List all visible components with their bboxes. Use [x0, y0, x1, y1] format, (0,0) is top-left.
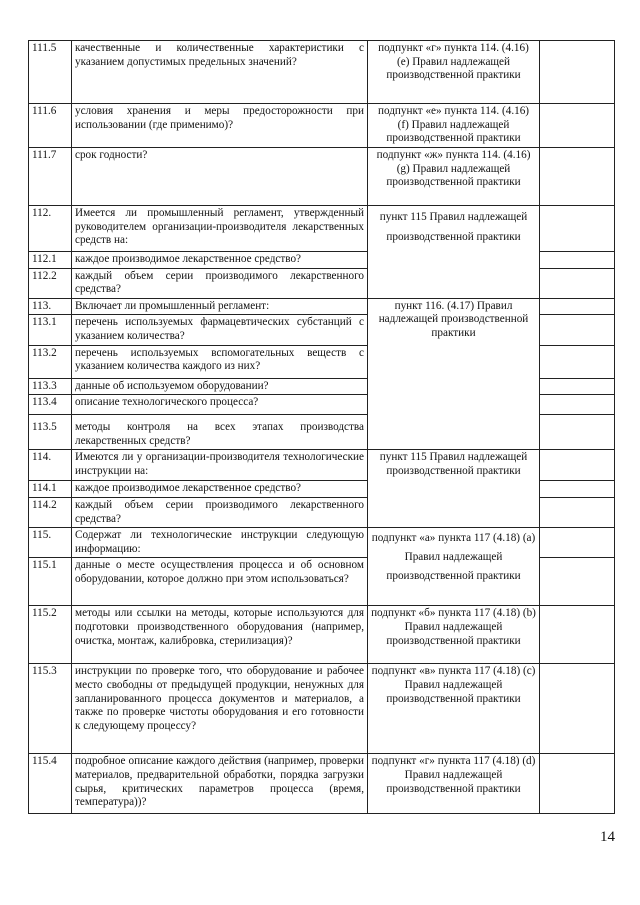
answer-cell[interactable]	[540, 497, 615, 527]
question-text: каждое производимое лекарственное средство?	[72, 252, 368, 269]
table-row	[29, 206, 615, 252]
table-row	[29, 148, 615, 206]
table-row	[29, 528, 615, 558]
question-text: каждый объем серии производимого лекарственного средства?	[72, 268, 368, 298]
question-text: условия хранения и меры предосторожности при использовании (где применимо)?	[72, 104, 368, 148]
regulation-reference: пункт 115 Правил надлежащей производственной практики	[368, 450, 540, 528]
item-number: 114.1	[29, 481, 72, 498]
table-row	[29, 754, 615, 814]
table-row	[29, 664, 615, 754]
table-row	[29, 298, 615, 315]
item-number: 113.	[29, 298, 72, 315]
question-text: данные о месте осуществления процесса и об основном оборудовании, которое должно при этом использоваться?	[72, 558, 368, 606]
regulation-reference: пункт 115 Правил надлежащей производственной практики	[368, 206, 540, 299]
item-number: 115.3	[29, 664, 72, 754]
question-text: Содержат ли технологические инструкции следующую информацию:	[72, 528, 368, 558]
item-number: 113.1	[29, 315, 72, 345]
answer-cell[interactable]	[540, 395, 615, 415]
question-text: каждое производимое лекарственное средство?	[72, 481, 368, 498]
question-text: методы или ссылки на методы, которые используются для подготовки производственного оборудования (например, очистка, монтаж, калибровка, стерилизация)?	[72, 606, 368, 664]
regulation-reference: подпункт «а» пункта 117 (4.18) (a) Правил надлежащей производственной практики	[368, 528, 540, 606]
item-number: 112.	[29, 206, 72, 252]
checklist-table	[28, 40, 615, 814]
answer-cell[interactable]	[540, 558, 615, 606]
regulation-reference: подпункт «ж» пункта 114. (4.16) (g) Правил надлежащей производственной практики	[368, 148, 540, 206]
answer-cell[interactable]	[540, 415, 615, 450]
regulation-reference: подпункт «г» пункта 114. (4.16) (e) Правил надлежащей производственной практики	[368, 41, 540, 104]
answer-cell[interactable]	[540, 268, 615, 298]
answer-cell[interactable]	[540, 104, 615, 148]
table-row	[29, 450, 615, 481]
item-number: 111.5	[29, 41, 72, 104]
item-number: 115.2	[29, 606, 72, 664]
question-text: срок годности?	[72, 148, 368, 206]
answer-cell[interactable]	[540, 148, 615, 206]
item-number: 115.	[29, 528, 72, 558]
question-text: описание технологического процесса?	[72, 395, 368, 415]
question-text: методы контроля на всех этапах производства лекарственных средств?	[72, 415, 368, 450]
regulation-reference: подпункт «е» пункта 114. (4.16) (f) Правил надлежащей производственной практики	[368, 104, 540, 148]
question-text: инструкции по проверке того, что оборудование и рабочее место свободны от предыдущей продукции, ненужных для запланированного процесса документов и материалов, а также по проверке чистоты оборудования и его готовности к следующему процессу?	[72, 664, 368, 754]
answer-cell[interactable]	[540, 315, 615, 345]
item-number: 113.2	[29, 345, 72, 378]
item-number: 112.2	[29, 268, 72, 298]
answer-cell[interactable]	[540, 664, 615, 754]
question-text: перечень используемых вспомогательных веществ с указанием количества каждого из них?	[72, 345, 368, 378]
table-row	[29, 104, 615, 148]
item-number: 111.7	[29, 148, 72, 206]
item-number: 115.4	[29, 754, 72, 814]
item-number: 113.5	[29, 415, 72, 450]
answer-cell[interactable]	[540, 528, 615, 558]
item-number: 115.1	[29, 558, 72, 606]
regulation-reference: подпункт «в» пункта 117 (4.18) (c) Правил надлежащей производственной практики	[368, 664, 540, 754]
table-row	[29, 41, 615, 104]
answer-cell[interactable]	[540, 754, 615, 814]
item-number: 114.	[29, 450, 72, 481]
question-text: Имеются ли у организации-производителя технологические инструкции на:	[72, 450, 368, 481]
answer-cell[interactable]	[540, 345, 615, 378]
item-number: 112.1	[29, 252, 72, 269]
answer-cell[interactable]	[540, 206, 615, 252]
answer-cell[interactable]	[540, 606, 615, 664]
answer-cell[interactable]	[540, 481, 615, 498]
question-text: Имеется ли промышленный регламент, утвержденный руководителем организации-производителя лекарственных средств на:	[72, 206, 368, 252]
answer-cell[interactable]	[540, 252, 615, 269]
answer-cell[interactable]	[540, 378, 615, 395]
question-text: перечень используемых фармацевтических субстанций с указанием количества?	[72, 315, 368, 345]
item-number: 111.6	[29, 104, 72, 148]
item-number: 113.4	[29, 395, 72, 415]
question-text: данные об используемом оборудовании?	[72, 378, 368, 395]
question-text: качественные и количественные характеристики с указанием допустимых предельных значений?	[72, 41, 368, 104]
regulation-reference: подпункт «б» пункта 117 (4.18) (b) Правил надлежащей производственной практики	[368, 606, 540, 664]
answer-cell[interactable]	[540, 450, 615, 481]
table-row	[29, 606, 615, 664]
regulation-reference: подпункт «г» пункта 117 (4.18) (d) Правил надлежащей производственной практики	[368, 754, 540, 814]
question-text: каждый объем серии производимого лекарственного средства?	[72, 497, 368, 527]
question-text: Включает ли промышленный регламент:	[72, 298, 368, 315]
regulation-reference: пункт 116. (4.17) Правил надлежащей производственной практики	[368, 298, 540, 450]
answer-cell[interactable]	[540, 41, 615, 104]
page-number: 14	[600, 829, 615, 845]
item-number: 114.2	[29, 497, 72, 527]
question-text: подробное описание каждого действия (например, проверки материалов, предварительной обработки, порядка загрузки сырья, критических параметров процесса (время, температура))?	[72, 754, 368, 814]
item-number: 113.3	[29, 378, 72, 395]
answer-cell[interactable]	[540, 298, 615, 315]
